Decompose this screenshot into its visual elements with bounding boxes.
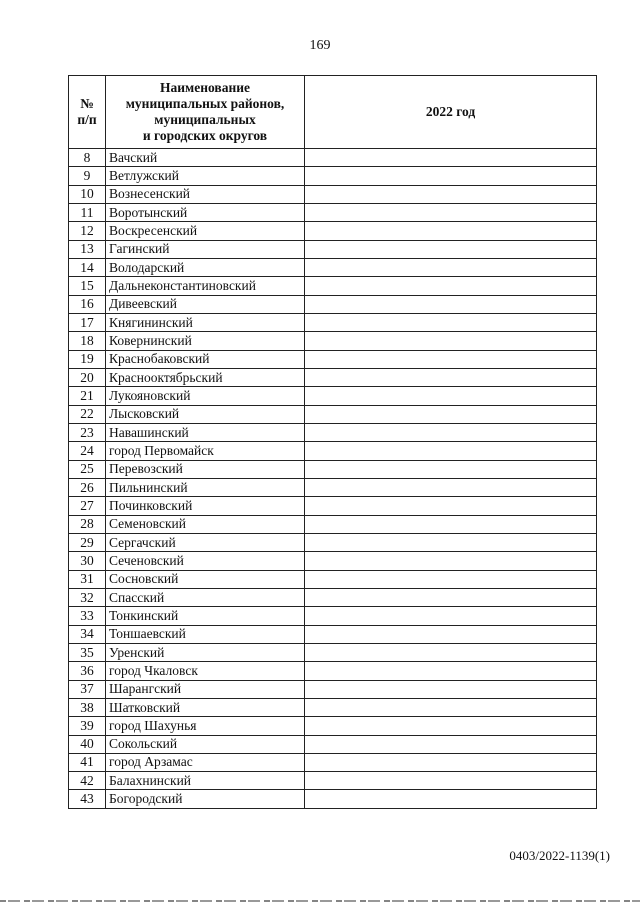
table-row: [69, 277, 597, 295]
table-row: [69, 515, 597, 533]
row-value: [305, 222, 597, 240]
row-number: 33: [69, 607, 106, 625]
header-name-line-4: и городских округов: [142, 128, 268, 143]
table-row: [69, 405, 597, 423]
table-row: [69, 772, 597, 790]
row-name: Краснобаковский: [106, 350, 305, 368]
row-number: 24: [69, 442, 106, 460]
header-number-line-1: №: [80, 96, 94, 111]
row-value: [305, 405, 597, 423]
row-value: [305, 387, 597, 405]
row-value: [305, 588, 597, 606]
row-name: Уренский: [106, 643, 305, 661]
row-number: 26: [69, 478, 106, 496]
row-number: 34: [69, 625, 106, 643]
row-number: 31: [69, 570, 106, 588]
row-name: Воротынский: [106, 203, 305, 221]
row-value: [305, 368, 597, 386]
table-row: [69, 662, 597, 680]
table-row: [69, 478, 597, 496]
table-row: [69, 167, 597, 185]
row-number: 37: [69, 680, 106, 698]
row-name: Княгининский: [106, 313, 305, 331]
row-number: 30: [69, 552, 106, 570]
page-number: 169: [309, 38, 331, 53]
row-value: [305, 643, 597, 661]
row-value: [305, 515, 597, 533]
table-row: [69, 240, 597, 258]
table-row: [69, 350, 597, 368]
scan-artifact-line: [0, 900, 640, 902]
municipalities-table: [68, 75, 597, 809]
row-number: 12: [69, 222, 106, 240]
row-value: [305, 570, 597, 588]
row-name: Володарский: [106, 258, 305, 276]
header-number: [69, 76, 106, 149]
row-name: Сеченовский: [106, 552, 305, 570]
row-name: Ковернинский: [106, 332, 305, 350]
row-name: Сокольский: [106, 735, 305, 753]
row-name: Навашинский: [106, 423, 305, 441]
table-row: [69, 717, 597, 735]
row-value: [305, 552, 597, 570]
row-name: Тонкинский: [106, 607, 305, 625]
row-value: [305, 460, 597, 478]
table-body: [69, 149, 597, 809]
row-name: Пильнинский: [106, 478, 305, 496]
table-row: [69, 332, 597, 350]
row-name: Шарангский: [106, 680, 305, 698]
row-value: [305, 295, 597, 313]
row-name: город Чкаловск: [106, 662, 305, 680]
row-number: 43: [69, 790, 106, 808]
row-value: [305, 442, 597, 460]
row-name: Дивеевский: [106, 295, 305, 313]
table-row: [69, 607, 597, 625]
table-row: [69, 735, 597, 753]
row-number: 25: [69, 460, 106, 478]
table-row: [69, 680, 597, 698]
row-number: 13: [69, 240, 106, 258]
table-row: [69, 698, 597, 716]
table-row: [69, 570, 597, 588]
row-name: Починковский: [106, 497, 305, 515]
row-value: [305, 185, 597, 203]
row-number: 40: [69, 735, 106, 753]
row-value: [305, 625, 597, 643]
table-row: [69, 387, 597, 405]
table-row: [69, 185, 597, 203]
row-number: 39: [69, 717, 106, 735]
document-code: 0403/2022-1139(1): [509, 848, 610, 863]
row-value: [305, 680, 597, 698]
header-name-line-2: муниципальных районов,: [125, 96, 285, 111]
row-name: Перевозский: [106, 460, 305, 478]
row-name: Сергачский: [106, 533, 305, 551]
row-name: Дальнеконстантиновский: [106, 277, 305, 295]
row-name: город Арзамас: [106, 753, 305, 771]
table-row: [69, 643, 597, 661]
row-value: [305, 277, 597, 295]
row-name: город Шахунья: [106, 717, 305, 735]
table-row: [69, 497, 597, 515]
row-name: Лысковский: [106, 405, 305, 423]
header-name: [106, 76, 305, 149]
row-value: [305, 332, 597, 350]
row-number: 32: [69, 588, 106, 606]
row-name: Балахнинский: [106, 772, 305, 790]
row-value: [305, 350, 597, 368]
table-row: [69, 552, 597, 570]
table-row: [69, 625, 597, 643]
row-name: Краснооктябрьский: [106, 368, 305, 386]
row-number: 22: [69, 405, 106, 423]
row-number: 10: [69, 185, 106, 203]
table-row: [69, 313, 597, 331]
row-value: [305, 313, 597, 331]
row-name: Лукояновский: [106, 387, 305, 405]
row-number: 28: [69, 515, 106, 533]
row-value: [305, 607, 597, 625]
row-name: Тоншаевский: [106, 625, 305, 643]
row-number: 9: [69, 167, 106, 185]
table-row: [69, 203, 597, 221]
table-row: [69, 368, 597, 386]
row-name: Воскресенский: [106, 222, 305, 240]
table-row: [69, 588, 597, 606]
row-name: Вачский: [106, 149, 305, 167]
row-name: Шатковский: [106, 698, 305, 716]
row-number: 18: [69, 332, 106, 350]
row-number: 14: [69, 258, 106, 276]
row-name: Гагинский: [106, 240, 305, 258]
row-number: 38: [69, 698, 106, 716]
row-number: 19: [69, 350, 106, 368]
row-value: [305, 149, 597, 167]
table-row: [69, 295, 597, 313]
table-row: [69, 222, 597, 240]
row-name: Богородский: [106, 790, 305, 808]
row-value: [305, 497, 597, 515]
row-value: [305, 698, 597, 716]
row-number: 17: [69, 313, 106, 331]
row-number: 42: [69, 772, 106, 790]
table-row: [69, 258, 597, 276]
row-value: [305, 258, 597, 276]
row-value: [305, 423, 597, 441]
row-value: [305, 790, 597, 808]
row-value: [305, 478, 597, 496]
table-row: [69, 753, 597, 771]
row-value: [305, 533, 597, 551]
table-row: [69, 533, 597, 551]
row-number: 20: [69, 368, 106, 386]
row-number: 15: [69, 277, 106, 295]
row-name: Сосновский: [106, 570, 305, 588]
header-number-line-2: п/п: [77, 112, 97, 127]
row-number: 29: [69, 533, 106, 551]
row-number: 41: [69, 753, 106, 771]
table-row: [69, 423, 597, 441]
row-name: Семеновский: [106, 515, 305, 533]
table-row: [69, 442, 597, 460]
row-value: [305, 662, 597, 680]
row-number: 11: [69, 203, 106, 221]
row-name: Спасский: [106, 588, 305, 606]
table-row: [69, 460, 597, 478]
header-name-line-3: муниципальных: [154, 112, 256, 127]
row-number: 35: [69, 643, 106, 661]
row-value: [305, 167, 597, 185]
table-header: [69, 76, 597, 149]
row-name: Вознесенский: [106, 185, 305, 203]
row-number: 36: [69, 662, 106, 680]
row-value: [305, 203, 597, 221]
row-number: 8: [69, 149, 106, 167]
table-row: [69, 790, 597, 808]
row-number: 23: [69, 423, 106, 441]
table-row: [69, 149, 597, 167]
row-value: [305, 240, 597, 258]
row-value: [305, 772, 597, 790]
row-value: [305, 753, 597, 771]
row-number: 16: [69, 295, 106, 313]
row-name: город Первомайск: [106, 442, 305, 460]
header-year: 2022 год: [305, 76, 597, 149]
row-value: [305, 717, 597, 735]
header-name-line-1: Наименование: [160, 80, 250, 95]
row-value: [305, 735, 597, 753]
row-name: Ветлужский: [106, 167, 305, 185]
row-number: 21: [69, 387, 106, 405]
row-number: 27: [69, 497, 106, 515]
